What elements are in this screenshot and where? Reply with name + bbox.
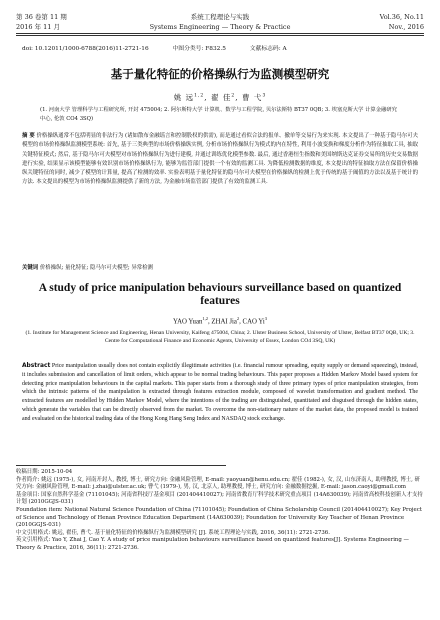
author-1-cn: 姚 远 [173, 93, 195, 102]
footnote-received: 收稿日期: 2015-10-04 [16, 469, 73, 475]
journal-name-cn: 系统工程理论与实践 [190, 13, 250, 21]
issue-date-cn: 2016 年 11 月 [16, 23, 61, 31]
header-rule-thin [16, 35, 424, 36]
article-meta [22, 43, 424, 52]
authors-english [0, 316, 440, 325]
author-3-cn-affil: 3 [262, 93, 267, 99]
keywords-cn-text: 价格操纵; 量化特征; 隐马尔可夫模型; 异常检测 [39, 265, 153, 271]
author-3-en: , CAO Yi [239, 318, 265, 326]
author-2-cn: , 翟 佳 [204, 93, 232, 102]
keywords-chinese [22, 264, 418, 273]
authors-chinese [0, 92, 440, 103]
author-3-cn: , 曹 弋 [235, 93, 263, 102]
affiliations-chinese: (1. 河南大学 管理科学与工程研究所, 开封 475004; 2. 阿尔斯特大学 计算机、数学与工程学院, 贝尔法斯特 BT37 0QB; 3. 埃塞克斯大学 计算金融研究中心, 伦敦 CO4 3SQ) [40, 107, 397, 122]
abstract-en-label: Abstract [22, 363, 51, 369]
abstract-chinese [22, 132, 418, 188]
footnote-rule [16, 465, 226, 466]
journal-volume-cn: 第 36 卷第 11 期 [16, 13, 67, 21]
author-3-en-affil: 3 [264, 316, 268, 321]
abstract-english [22, 362, 418, 424]
author-2-en: , ZHAI Jia [208, 318, 237, 326]
clc-number: 中图分类号: F832.5 [172, 46, 226, 52]
title-english: A study of price manipulation behaviours surveillance based on quantized features [38, 282, 402, 307]
header-rule-thick [16, 33, 424, 34]
footnote-cite-en: 英文引用格式: Yao Y, Zhai J, Cao Y. A study of price manipulation behaviours surveillance based on quantized features[J]. Systems Engineering — Theory & Practice, 2016, 36(11): 2721-2736. [16, 537, 409, 551]
footnote-fund-cn: 基金项目: 国家自然科学基金 (71101045); 河南省科技厅基金项目 (201404410027); 河南省教育厅科学技术研究重点项目 (14A630039); 河南省高校科技创新人才支持计划 (2010GGJS-031) [16, 491, 423, 506]
author-1-en-affil: 1,2 [202, 316, 208, 321]
abstract-cn-text: 价格操纵通常不包括明显的非法行为 (诸如散布金融谣言和控制股权的供需), 而是通过看似合法的报单、撤单等交易行为来实现. 本文提出了一种基于隐马尔可夫模型的市场价格操纵监测模型系统: 首先, 基于三类典型的市场价格操纵实例, 分析市场价格操纵行为模式的内在特性, 利用小波变换和梯度分析作为特征抽取工具, 抽取关键特征模式; 然后, 基于隐马尔可夫模型对市场价格操纵行为进行建模, 并通过训练优化模型参数. 最后, 通过香港恒生指数和美国纳斯达克证券交易所的历史交易数据进行实验, 结果显示该模型能够有效识别市场价格操纵行为, 能够为监管部门提供一个有效的监测工具. 为降低检测数据的维度, 本文提出的特征抽取方法在保留价格操纵关键特征的同时, 减少了模型的计算量, 提高了检测的效率. 实验表明基于量化特征的隐马尔可夫模型在价格操纵的检测上优于传统的基于阈值的方法以及基于统计的方法. 本文提出的模型为市场价格操纵监测提供了新的方法, 为金融市场监管部门提供了有效的监测工具. [22, 133, 418, 186]
author-1-cn-affil: 1,2 [194, 93, 205, 99]
footnote-fund-en: Foundation item: National Natural Science Foundation of China (71101045); Foundation of China Scholarship Council (201404410027); Key Project of Science and Technology of Henan Province Education Department (14A630039); Foundation for University Key Teacher of Henan Province (2010GGJS-031) [16, 506, 422, 529]
author-1-en: YAO Yuan [172, 318, 203, 326]
issue-date-en: Nov., 2016 [388, 23, 424, 31]
journal-volume-en: Vol.36, No.11 [379, 13, 424, 21]
footnotes [16, 469, 424, 553]
author-2-en-affil: 2 [236, 316, 240, 321]
title-chinese: 基于量化特征的价格操纵行为监测模型研究 [110, 67, 330, 81]
abstract-cn-label: 摘 要 [22, 133, 35, 139]
doi: doi: 10.12011/1000-6788(2016)11-2721-16 [22, 46, 149, 52]
document-code: 文献标志码: A [249, 46, 287, 52]
abstract-en-text: Price manipulation usually does not contain explicitly illegitimate activities (i.e. financial rumour spreading, equity supply or demand squeezing), instead, it includes submission and cancellation of limit orders, which appear to be normal trading behaviours. This paper proposes a Hidden Markov Model based system for detecting price manipulation behaviours in the capital markets. This paper starts from a thorough study of three primary types of price manipulation strategies, from which the intrinsic patterns of the manipulation is extracted through features extraction module, composed of wavelet transformation and gradient method. The extracted features are modelled by Hidden Markov Model, where the intentions of the trading are distinguished, quantitated and disguised through the hidden states, which generate the variables that can be directly observed from the market. To overcome the non-stationary nature of the market data, the proposed model is trained and evaluated on the historical trading data of the Hong Kong Hang Seng Index and NASDAQ stock exchange. [22, 363, 418, 422]
keywords-cn-label: 关键词 [22, 265, 39, 271]
journal-name-en: Systems Engineering — Theory & Practice [149, 23, 291, 31]
affiliations-english: (1. Institute for Management Science and Engineering, Henan University, Kaifeng 475004, China; 2. Ulster Business School, University of Ulster, Belfast BT37 0QB, UK; 3. Centre for Computational Finance and Economic Agents, University of Essex, London CO4 3SQ, UK) [25, 330, 415, 344]
footnote-bio: 作者简介: 姚远 (1975-), 女, 河南开封人, 教授, 博士, 研究方向: 金融风险管理, E-mail: yaoyuan@henu.edu.cn; 翟佳 (1982-), 女, 汉, 山东济南人, 助理教授, 博士, 研究方向: 金融风险管理, E-mail: j.zhai@ulster.ac.uk; 曹弋 (1979-), 男, 汉, 北京人, 助理教授, 博士, 研究方向: 金融数据挖掘, E-mail: jason.caoyi@gmail.com [16, 476, 420, 491]
footnote-cite-cn: 中文引用格式: 姚远, 翟佳, 曹弋. 基于量化特征的价格操纵行为监测模型研究 [J]. 系统工程理论与实践, 2016, 36(11): 2721-2736. [16, 529, 330, 536]
author-2-cn-affil: 2 [231, 93, 236, 99]
